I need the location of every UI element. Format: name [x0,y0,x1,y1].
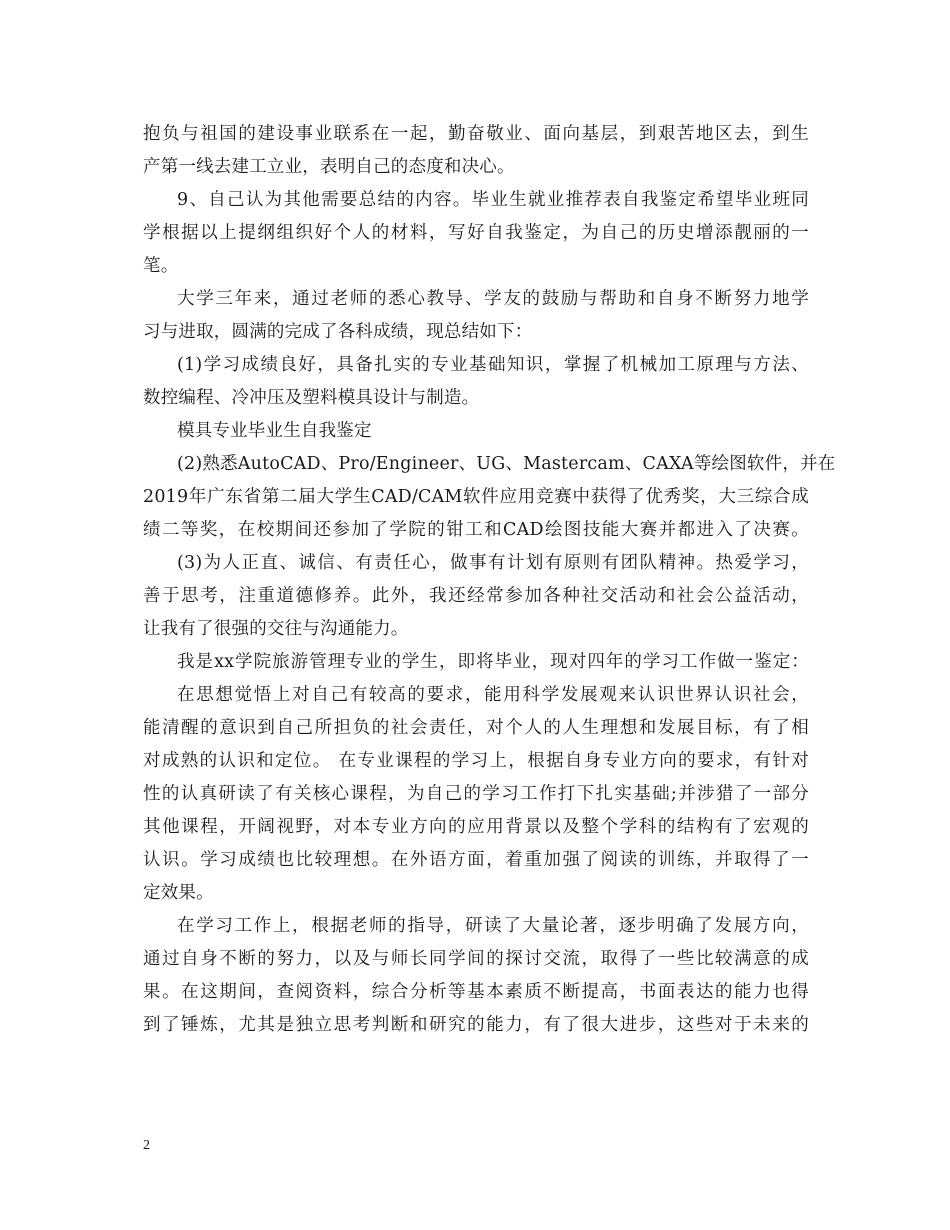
text-line: 在思想觉悟上对自己有较高的要求，能用科学发展观来认识世界认识社会， [177,685,809,705]
text-line: 数控编程、冷冲压及塑料模具设计与制造。 [143,388,480,408]
text-line: 其他课程，开阔视野，对本专业方向的应用背景以及整个学科的结构有了宏观的 [143,817,809,837]
text-line: 果。在这期间，查阅资料，综合分析等基本素质不断提高，书面表达的能力也得 [143,982,809,1002]
body-text [143,118,836,1042]
text-line: 通过自身不断的努力，以及与师长同学间的探讨交流，取得了一些比较满意的成 [143,949,809,969]
text-line: 到了锤炼，尤其是独立思考判断和研究的能力，有了很大进步，这些对于未来的 [143,1015,809,1035]
text-line: 对成熟的认识和定位。 在专业课程的学习上，根据自身专业方向的要求，有针对 [143,751,809,771]
text-line: 让我有了很强的交往与沟通能力。 [143,619,409,639]
text-line: 善于思考，注重道德修养。此外，我还经常参加各种社交活动和社会公益活动， [143,586,809,606]
text-line: 大学三年来，通过老师的悉心教导、学友的鼓励与帮助和自身不断努力地学 [177,289,809,309]
text-line: 习与进取，圆满的完成了各科成绩，现总结如下： [143,322,533,342]
text-line: 我是xx学院旅游管理专业的学生，即将毕业，现对四年的学习工作做一鉴定： [177,652,809,672]
text-line: (3)为人正直、诚信、有责任心，做事有计划有原则有团队精神。热爱学习， [177,553,809,573]
text-line: 性的认真研读了有关核心课程，为自己的学习工作打下扎实基础;并涉猎了一部分 [143,784,809,804]
text-line: 产第一线去建工立业，表明自己的态度和决心。 [143,157,515,177]
text-line: 9、自己认为其他需要总结的内容。毕业生就业推荐表自我鉴定希望毕业班同 [177,190,809,210]
text-line: 绩二等奖，在校期间还参加了学院的钳工和CAD绘图技能大赛并都进入了决赛。 [143,520,809,540]
section-heading: 模具专业毕业生自我鉴定 [177,421,372,441]
text-line: 定效果。 [143,883,214,903]
text-line: 笔。 [143,256,179,276]
text-line: 抱负与祖国的建设事业联系在一起，勤奋敬业、面向基层，到艰苦地区去，到生 [143,124,809,144]
text-line: 2019年广东省第二届大学生CAD/CAM软件应用竞赛中获得了优秀奖，大三综合成 [143,487,809,507]
text-line: 能清醒的意识到自己所担负的社会责任，对个人的人生理想和发展目标，有了相 [143,718,809,738]
text-line: 认识。学习成绩也比较理想。在外语方面，着重加强了阅读的训练，并取得了一 [143,850,809,870]
text-line: 学根据以上提纲组织好个人的材料，写好自我鉴定，为自己的历史增添靓丽的一 [143,223,809,243]
text-line: (2)熟悉AutoCAD、Pro/Engineer、UG、Mastercam、CAXA等绘图软件，并在 [177,454,836,474]
text-line: 在学习工作上，根据老师的指导，研读了大量论著，逐步明确了发展方向， [177,916,809,936]
page-number: 2 [143,1138,150,1153]
text-line: (1)学习成绩良好，具备扎实的专业基础知识，掌握了机械加工原理与方法、 [177,355,809,375]
